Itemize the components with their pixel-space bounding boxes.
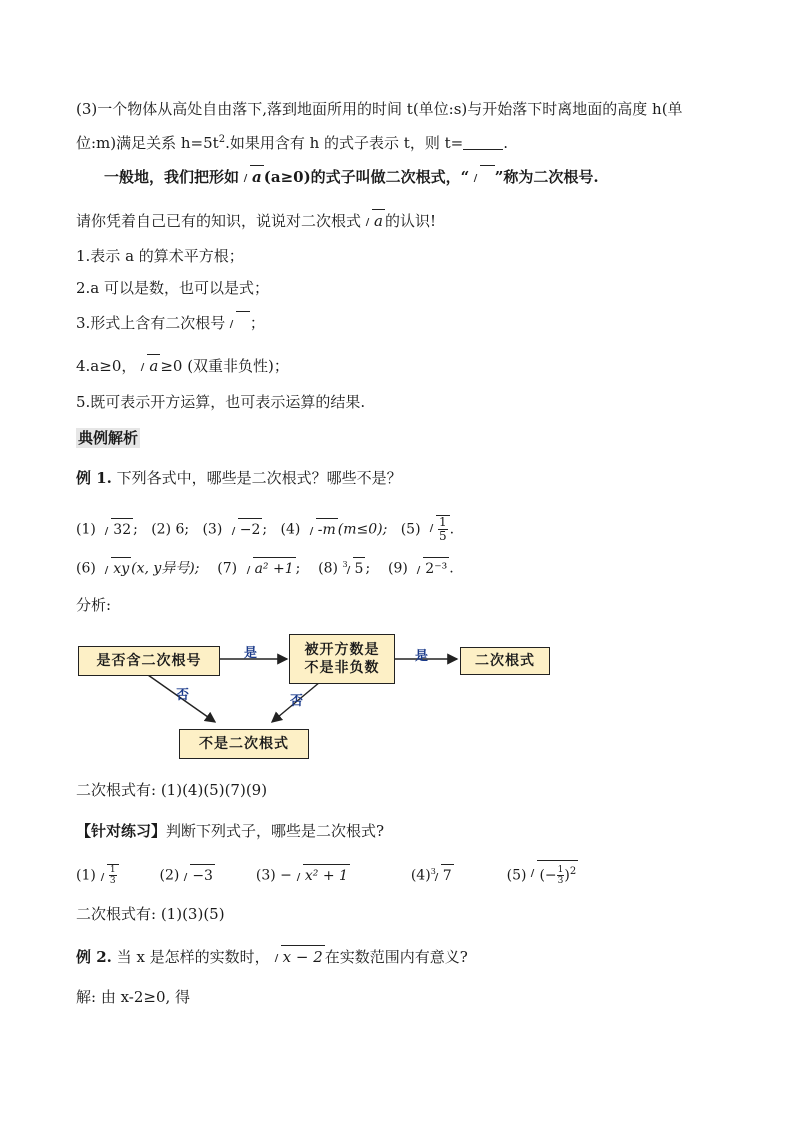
sqrt-expression <box>272 945 325 968</box>
denominator: 5 <box>439 529 447 543</box>
item-number: (4) <box>280 521 301 538</box>
radicand: -m <box>316 518 338 541</box>
radicand: −3 <box>190 864 215 887</box>
answer-text: 二次根式有: (1)(3)(5) <box>76 905 225 923</box>
condition: (x, y异号); <box>131 560 200 577</box>
flow-label-yes: 是 <box>244 646 258 661</box>
flow-box-has-radical <box>78 646 220 676</box>
answer-text: 二次根式有: (1)(4)(5)(7)(9) <box>76 781 268 799</box>
item-number: (4) <box>410 867 431 884</box>
flow-box-nonnegative <box>289 634 395 684</box>
definition-text-a: 一般地，我们把形如 <box>104 168 240 186</box>
punct: ; <box>262 521 268 538</box>
radicand: 2⁻³ <box>423 557 449 580</box>
list-item-text: ≥0 (双重非负性)； <box>160 357 289 375</box>
example-prompt: 当 x 是怎样的实数时， <box>116 948 270 966</box>
solution-text: 解: 由 x-2≥0, 得 <box>76 988 191 1006</box>
prompt-text-a: 请你凭着自己已有的知识，说说对二次根式 <box>76 212 362 230</box>
sqrt-a-symbol: a <box>241 165 264 188</box>
numerator: 1 <box>109 865 116 876</box>
list-item-text: 1.表示 a 的算术平方根； <box>76 247 244 265</box>
item-expression: (2) 6; <box>151 521 190 538</box>
punct: . <box>449 521 455 538</box>
denominator: 3 <box>109 876 116 887</box>
denominator: 3 <box>557 876 564 887</box>
list-item-text: 3.形式上含有二次根号 <box>76 314 226 332</box>
flow-box-text: 不是非负数 <box>304 660 380 676</box>
sqrt-a-symbol: a <box>363 209 385 232</box>
root-index: 3 <box>342 560 348 569</box>
item-number: (5) <box>506 867 527 884</box>
radicand: xy <box>111 557 131 580</box>
definition-text-b: (a≥0)的式子叫做二次根式，“ <box>263 168 470 186</box>
practice-prompt: 判断下列式子，哪些是二次根式? <box>166 822 385 840</box>
punct: ; <box>295 560 301 577</box>
punct: ; <box>133 521 138 538</box>
item-number: (2) <box>159 867 180 884</box>
flow-label-yes: 是 <box>415 649 429 664</box>
punct: ； <box>249 314 265 332</box>
item-number: (1) <box>76 867 96 884</box>
paren-open: (− <box>539 867 557 884</box>
practice-answer <box>76 903 225 925</box>
example-label: 例 2. <box>76 948 112 966</box>
example-2-title <box>76 945 468 968</box>
radicand: −2 <box>238 518 263 541</box>
sqrt-expression <box>181 864 215 887</box>
numerator: 1 <box>439 515 447 529</box>
radicand: a² +1 <box>253 557 296 580</box>
sqrt-expression <box>294 864 350 887</box>
item-number: (3) − <box>255 867 292 884</box>
item-number: (1) <box>76 521 96 538</box>
example-prompt: 在实数范围内有意义? <box>324 948 468 966</box>
cube-root-expression <box>432 864 454 887</box>
flow-box-not-radical <box>179 729 309 759</box>
practice-row <box>76 860 578 887</box>
analysis-label-text: 分析: <box>76 596 112 614</box>
practice-tag: 【针对练习】 <box>76 822 167 840</box>
example-label: 例 1. <box>76 469 112 487</box>
condition: (m≤0); <box>337 521 388 538</box>
paren-close: ) <box>564 867 570 884</box>
practice-title <box>76 820 384 842</box>
list-item-text: 4.a≥0， <box>76 357 137 375</box>
flow-box-text: 被开方数是 <box>304 642 380 658</box>
radicand: x² + 1 <box>303 864 350 887</box>
item-number: (8) <box>318 560 338 577</box>
flow-box-text: 二次根式 <box>475 653 535 669</box>
example-prompt: 下列各式中，哪些是二次根式？哪些不是？ <box>116 469 402 487</box>
definition-text-c: ”称为二次根号. <box>494 168 599 186</box>
item-number: (5) <box>400 521 421 538</box>
punct: ; <box>365 560 371 577</box>
sqrt-expression <box>528 860 578 887</box>
exponent: 2 <box>569 866 577 877</box>
radicand: 32 <box>111 518 133 541</box>
item-number: (3) <box>202 521 223 538</box>
example-2-solution <box>76 986 190 1008</box>
flow-box-text: 是否含二次根号 <box>96 653 202 669</box>
flow-label-no: 否 <box>176 688 190 703</box>
section-heading-text: 典例解析 <box>78 429 139 447</box>
flow-box-text: 不是二次根式 <box>199 736 289 752</box>
sqrt-fraction <box>98 864 119 887</box>
example-1-answer <box>76 779 267 801</box>
numerator: 1 <box>557 865 564 876</box>
punct: . <box>449 560 454 577</box>
list-item-text: 2.a 可以是数，也可以是式； <box>76 279 270 297</box>
item-number: (9) <box>388 560 408 577</box>
list-item-text: 5.既可表示开方运算，也可表示运算的结果. <box>76 393 366 411</box>
problem-3-text-2b: .如果用含有 h 的式子表示 t，则 t= <box>225 134 464 152</box>
problem-3-text-1: (3)一个物体从高处自由落下,落到地面所用的时间 t(单位:s)与开始落下时离地面的高度 h(单 <box>76 100 683 118</box>
sqrt-a-symbol: a <box>138 354 160 377</box>
item-number: (7) <box>217 560 238 577</box>
period: . <box>503 134 508 152</box>
exponent: 2 <box>218 134 226 145</box>
item-number: (6) <box>76 560 96 577</box>
flow-box-is-radical <box>460 647 550 675</box>
radicand: 5 <box>353 557 366 580</box>
prompt-text-b: 的认识! <box>384 212 436 230</box>
flow-label-no: 否 <box>290 694 304 709</box>
problem-3-text-2a: 位:m)满足关系 h=5t <box>76 134 219 152</box>
radicand: 7 <box>441 864 454 887</box>
radicand: x − 2 <box>281 945 325 968</box>
root-index: 3 <box>430 867 436 876</box>
